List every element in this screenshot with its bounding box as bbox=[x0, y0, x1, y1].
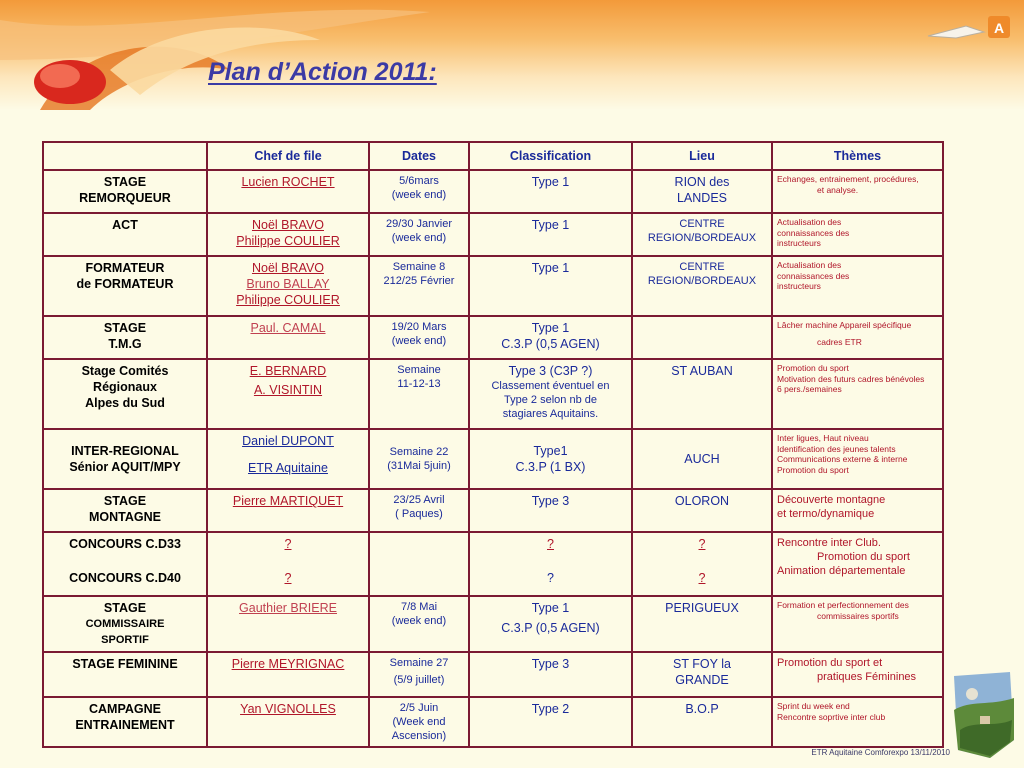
stage-name: Sénior AQUIT/MPY bbox=[69, 460, 181, 474]
lieu-text: ST FOY la bbox=[673, 657, 731, 671]
chef-link[interactable]: Paul. CAMAL bbox=[250, 321, 326, 335]
lieu-text: AUCH bbox=[684, 452, 720, 466]
classification-text: Type 3 bbox=[531, 494, 570, 508]
chef-cell bbox=[207, 532, 369, 596]
chef-link[interactable]: Bruno BALLAY bbox=[246, 277, 330, 291]
themes-cell bbox=[772, 170, 943, 213]
dates-text: (week end) bbox=[391, 615, 447, 627]
action-plan-table-container bbox=[42, 141, 942, 748]
themes-text: Motivation des futurs cadres bénévoles bbox=[777, 373, 925, 384]
classification-text: Type 1 bbox=[531, 175, 570, 189]
dates-text: 2/5 Juin bbox=[399, 702, 439, 714]
classification-text: Type 2 bbox=[531, 702, 570, 716]
themes-cell bbox=[772, 256, 943, 316]
classification-text: Type 1 bbox=[531, 601, 570, 615]
dates-cell bbox=[369, 489, 469, 532]
stage-name: STAGE bbox=[103, 601, 147, 615]
classification-text: Type1 bbox=[533, 444, 568, 458]
lieu-text: CENTRE bbox=[679, 261, 725, 273]
table-row bbox=[43, 596, 943, 652]
themes-text: Découverte montagne bbox=[777, 494, 886, 506]
stage-name-cell bbox=[43, 256, 207, 316]
stage-name: COMMISSAIRE bbox=[85, 618, 165, 630]
dates-text: 212/25 Février bbox=[383, 275, 455, 287]
footer-note: ETR Aquitaine Comforexpo 13/11/2010 bbox=[811, 748, 950, 757]
lieu-text: GRANDE bbox=[675, 673, 729, 687]
classification-cell bbox=[469, 429, 632, 489]
stage-name-cell bbox=[43, 359, 207, 429]
dates-text: Semaine bbox=[397, 364, 441, 376]
themes-cell bbox=[772, 489, 943, 532]
themes-cell bbox=[772, 359, 943, 429]
dates-text: 29/30 Janvier bbox=[385, 218, 453, 230]
stage-name: REMORQUEUR bbox=[79, 191, 171, 205]
classification-text: Type 1 bbox=[531, 218, 570, 232]
dates-text: 7/8 Mai bbox=[400, 601, 438, 613]
classification-cell bbox=[469, 316, 632, 359]
lieu-text: PERIGUEUX bbox=[665, 601, 739, 615]
chef-link[interactable]: ? bbox=[284, 537, 292, 551]
stage-name-cell bbox=[43, 697, 207, 747]
themes-text: Actualisation des bbox=[777, 260, 842, 270]
lieu-cell bbox=[632, 652, 772, 697]
lieu-cell bbox=[632, 213, 772, 256]
classification-cell bbox=[469, 213, 632, 256]
stage-name: ENTRAINEMENT bbox=[75, 718, 175, 732]
themes-text: 6 pers./semaines bbox=[777, 384, 842, 394]
classification-cell bbox=[469, 596, 632, 652]
chef-cell bbox=[207, 359, 369, 429]
dates-text: 5/6mars bbox=[399, 175, 439, 187]
table-row bbox=[43, 213, 943, 256]
stage-name-cell bbox=[43, 213, 207, 256]
chef-cell bbox=[207, 596, 369, 652]
themes-text: Animation départementale bbox=[777, 565, 906, 577]
dates-text: Semaine 22 bbox=[389, 446, 449, 458]
classification-text: C.3.P (0,5 AGEN) bbox=[501, 337, 600, 351]
chef-link[interactable]: Lucien ROCHET bbox=[241, 175, 335, 189]
themes-text: Promotion du sport bbox=[817, 551, 910, 563]
dates-text: (week end) bbox=[391, 335, 447, 347]
themes-cell bbox=[772, 596, 943, 652]
header-blank bbox=[43, 142, 207, 170]
header-banner bbox=[0, 0, 1024, 110]
chef-cell bbox=[207, 170, 369, 213]
themes-text: instructeurs bbox=[777, 238, 821, 248]
dates-text: (Week end bbox=[392, 716, 446, 728]
themes-text: et termo/dynamique bbox=[777, 508, 875, 520]
lieu-link[interactable]: ? bbox=[698, 571, 706, 585]
classification-text: Type 3 (C3P ?) bbox=[508, 364, 593, 378]
chef-link[interactable]: Yan VIGNOLLES bbox=[240, 702, 336, 716]
dates-cell bbox=[369, 652, 469, 697]
stage-name-cell bbox=[43, 652, 207, 697]
lieu-cell bbox=[632, 489, 772, 532]
dates-text: 23/25 Avril bbox=[393, 494, 445, 506]
dates-text: (5/9 juillet) bbox=[393, 674, 445, 686]
themes-text: Rencontre soprtive inter club bbox=[777, 711, 886, 722]
stage-name: MONTAGNE bbox=[89, 510, 161, 524]
logo-letter: A bbox=[993, 20, 1005, 36]
themes-text: Formation et perfectionnement des bbox=[777, 600, 909, 610]
header-classification: Classification bbox=[469, 142, 632, 170]
themes-text: Lâcher machine Appareil spécifique bbox=[777, 320, 912, 330]
themes-text: instructeurs bbox=[777, 281, 821, 291]
themes-text: commissaires sportifs bbox=[817, 610, 899, 621]
action-plan-table bbox=[42, 141, 944, 748]
table-row bbox=[43, 359, 943, 429]
lieu-text: B.O.P bbox=[685, 702, 719, 716]
stage-name-cell bbox=[43, 596, 207, 652]
themes-text: Rencontre inter Club. bbox=[777, 537, 881, 549]
table-header-row bbox=[43, 142, 943, 170]
themes-text: Promotion du sport et bbox=[777, 657, 883, 669]
themes-cell bbox=[772, 316, 943, 359]
classification-text: Type 2 selon nb de bbox=[504, 394, 597, 406]
stage-name-cell bbox=[43, 316, 207, 359]
themes-text: connaissances des bbox=[777, 270, 850, 281]
chef-link[interactable]: Philippe COULIER bbox=[236, 234, 340, 248]
dates-cell bbox=[369, 359, 469, 429]
table-row bbox=[43, 532, 943, 596]
stage-name: STAGE bbox=[103, 321, 147, 335]
classification-cell bbox=[469, 170, 632, 213]
lieu-cell bbox=[632, 359, 772, 429]
lieu-text: CENTRE bbox=[679, 218, 725, 230]
dates-cell bbox=[369, 596, 469, 652]
classification-text: stagiares Aquitains. bbox=[502, 408, 599, 420]
chef-cell bbox=[207, 697, 369, 747]
classification-cell bbox=[469, 359, 632, 429]
themes-text: Actualisation des bbox=[777, 217, 842, 227]
chef-cell bbox=[207, 316, 369, 359]
chef-link[interactable]: A. VISINTIN bbox=[253, 383, 323, 397]
header-dates: Dates bbox=[369, 142, 469, 170]
lieu-text: REGION/BORDEAUX bbox=[647, 275, 757, 287]
dates-text: (31Mai 5juin) bbox=[387, 460, 451, 472]
stage-name-cell bbox=[43, 170, 207, 213]
lieu-link[interactable]: ? bbox=[698, 537, 706, 551]
classification-cell bbox=[469, 489, 632, 532]
stage-name: Alpes du Sud bbox=[85, 396, 165, 410]
stage-name: CONCOURS C.D33 bbox=[69, 537, 181, 551]
table-row bbox=[43, 697, 943, 747]
classification-cell bbox=[469, 652, 632, 697]
header-lieu: Lieu bbox=[632, 142, 772, 170]
dates-cell bbox=[369, 316, 469, 359]
stage-name: SPORTIF bbox=[101, 634, 149, 646]
chef-link[interactable]: Pierre MARTIQUET bbox=[232, 494, 344, 508]
lieu-cell bbox=[632, 532, 772, 596]
lieu-cell bbox=[632, 256, 772, 316]
table-row bbox=[43, 256, 943, 316]
classification-text: Type 1 bbox=[531, 321, 570, 335]
stage-name: ACT bbox=[112, 218, 138, 232]
dates-text: (week end) bbox=[391, 232, 447, 244]
classification-text: C.3.P (0,5 AGEN) bbox=[501, 621, 600, 635]
themes-text: Communications externe & interne bbox=[777, 454, 908, 464]
table-row bbox=[43, 170, 943, 213]
lieu-cell bbox=[632, 596, 772, 652]
classification-text: ? bbox=[547, 571, 554, 585]
classification-text: Type 3 bbox=[531, 657, 570, 671]
stage-name: STAGE FEMININE bbox=[72, 657, 178, 671]
lieu-text: RION des bbox=[674, 175, 730, 189]
dates-cell bbox=[369, 256, 469, 316]
themes-text: et analyse. bbox=[817, 184, 859, 195]
table-row bbox=[43, 652, 943, 697]
stage-name: Stage Comités bbox=[81, 364, 169, 378]
themes-cell bbox=[772, 652, 943, 697]
themes-text: Echanges, entrainement, procédures, bbox=[777, 174, 919, 184]
chef-link[interactable]: ? bbox=[284, 571, 292, 585]
chef-cell bbox=[207, 652, 369, 697]
dates-cell bbox=[369, 213, 469, 256]
dates-cell bbox=[369, 170, 469, 213]
landscape-photo bbox=[950, 670, 1016, 760]
themes-text: Promotion du sport bbox=[777, 464, 849, 475]
stage-name: CONCOURS C.D40 bbox=[69, 571, 181, 585]
chef-cell bbox=[207, 213, 369, 256]
chef-cell bbox=[207, 489, 369, 532]
table-row bbox=[43, 316, 943, 359]
table-row bbox=[43, 429, 943, 489]
dates-text: Ascension) bbox=[391, 730, 447, 742]
themes-text: Identification des jeunes talents bbox=[777, 443, 896, 454]
chef-cell bbox=[207, 429, 369, 489]
dates-text: 11-12-13 bbox=[397, 378, 441, 390]
chef-cell bbox=[207, 256, 369, 316]
chef-link[interactable]: Gauthier BRIERE bbox=[239, 601, 337, 615]
stage-name: INTER-REGIONAL bbox=[71, 444, 179, 458]
chef-link[interactable]: Pierre MEYRIGNAC bbox=[231, 657, 345, 671]
themes-text: connaissances des bbox=[777, 227, 850, 238]
header-chef-de-file: Chef de file bbox=[207, 142, 369, 170]
classification-cell bbox=[469, 256, 632, 316]
dates-text: Semaine 8 bbox=[392, 261, 446, 273]
classification-text: Type 1 bbox=[531, 261, 570, 275]
stage-name: FORMATEUR bbox=[85, 261, 165, 275]
themes-text: Inter ligues, Haut niveau bbox=[777, 433, 869, 443]
themes-cell bbox=[772, 213, 943, 256]
lieu-cell bbox=[632, 429, 772, 489]
themes-text: cadres ETR bbox=[817, 336, 862, 347]
classification-cell bbox=[469, 697, 632, 747]
lieu-cell bbox=[632, 170, 772, 213]
dates-text: 19/20 Mars bbox=[391, 321, 447, 333]
stage-name: de FORMATEUR bbox=[76, 277, 174, 291]
stage-name-cell bbox=[43, 489, 207, 532]
themes-cell bbox=[772, 697, 943, 747]
themes-cell bbox=[772, 429, 943, 489]
league-logo bbox=[926, 12, 1012, 44]
page-title: Plan d’Action 2011: bbox=[208, 58, 437, 86]
chef-link[interactable]: Noël BRAVO bbox=[251, 218, 324, 232]
lieu-text: REGION/BORDEAUX bbox=[647, 232, 757, 244]
dates-text: Semaine 27 bbox=[389, 657, 449, 669]
dates-text: (week end) bbox=[391, 189, 447, 201]
chef-link[interactable]: Noël BRAVO bbox=[251, 261, 324, 275]
themes-cell bbox=[772, 532, 943, 596]
stage-name: T.M.G bbox=[108, 337, 142, 351]
themes-text: Sprint du week end bbox=[777, 701, 850, 711]
lieu-text: ST AUBAN bbox=[671, 364, 733, 378]
dates-text: ( Paques) bbox=[395, 508, 443, 520]
classification-text: C.3.P (1 BX) bbox=[515, 460, 586, 474]
classification-link[interactable]: ? bbox=[547, 537, 554, 551]
chef-link[interactable]: Philippe COULIER bbox=[236, 293, 340, 307]
stage-name: Régionaux bbox=[93, 380, 157, 394]
stage-name: STAGE bbox=[103, 175, 147, 189]
stage-name: STAGE bbox=[103, 494, 147, 508]
lieu-text: LANDES bbox=[676, 191, 728, 205]
dates-cell bbox=[369, 429, 469, 489]
table-row bbox=[43, 489, 943, 532]
lieu-text: OLORON bbox=[674, 494, 730, 508]
chef-link[interactable]: E. BERNARD bbox=[249, 364, 327, 378]
chef-org: ETR Aquitaine bbox=[248, 461, 328, 475]
lieu-cell-empty bbox=[632, 316, 772, 359]
chef-link[interactable]: Daniel DUPONT bbox=[242, 434, 334, 448]
themes-text: Promotion du sport bbox=[777, 363, 849, 373]
themes-text: pratiques Féminines bbox=[817, 671, 917, 683]
header-themes: Thèmes bbox=[772, 142, 943, 170]
dates-cell-empty bbox=[369, 532, 469, 596]
stage-name-cell bbox=[43, 532, 207, 596]
lieu-cell bbox=[632, 697, 772, 747]
stage-name-cell bbox=[43, 429, 207, 489]
classification-text: Classement éventuel en bbox=[491, 380, 610, 392]
classification-cell bbox=[469, 532, 632, 596]
stage-name: CAMPAGNE bbox=[89, 702, 161, 716]
dates-cell bbox=[369, 697, 469, 747]
decorative-swirl bbox=[0, 0, 1024, 110]
